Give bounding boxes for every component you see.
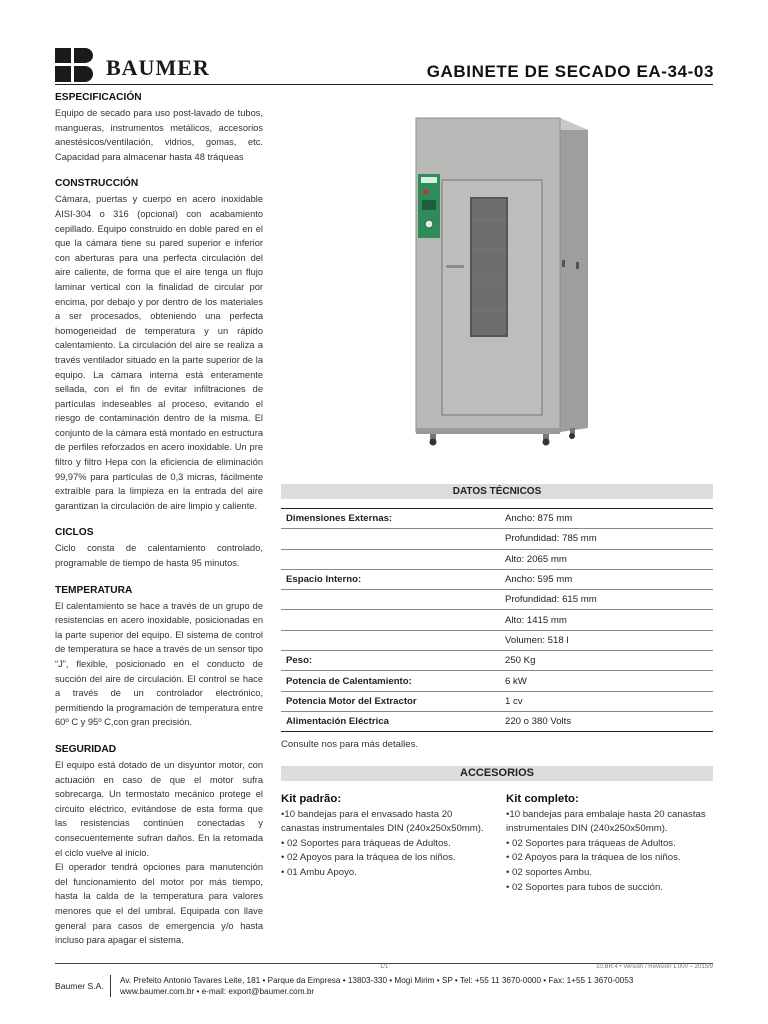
spec-value: Volumen: 518 l <box>500 630 713 650</box>
list-item: • 02 soportes Ambu. <box>506 866 593 878</box>
company-name: Baumer S.A. <box>55 981 104 991</box>
spec-label: Peso: <box>281 651 500 671</box>
spec-label <box>281 610 500 630</box>
document-title: GABINETE DE SECADO EA-34-03 <box>426 62 714 81</box>
spec-value: Alto: 2065 mm <box>500 549 713 569</box>
consult-note: Consulte nos para más detalles. <box>281 739 419 750</box>
table-row <box>281 691 713 711</box>
list-item: • 02 Apoyos para la tráquea de los niños. <box>281 852 456 864</box>
spec-label <box>281 630 500 650</box>
spec-value: Ancho: 875 mm <box>500 509 713 529</box>
section-text: El operador tendrá opciones para manutención del funcionamiento del motor por más tiempo, hasta la calda de la temperatura para valores menores que el del umbral. Equipada con llave general para casos de emergencia y/o hasta incluso para apagar el sistema. <box>55 862 263 946</box>
spec-label: Potencia Motor del Extractor <box>281 691 500 711</box>
list-item: • 02 Soportes para tráqueas de Adultos. <box>506 837 676 849</box>
drying-cabinet-image <box>410 110 595 450</box>
page-number: 1/1 <box>380 964 389 970</box>
spec-value: 1 cv <box>500 691 713 711</box>
section-temperatura <box>55 585 263 730</box>
section-especificacion <box>55 92 263 164</box>
spec-label: Alimentación Eléctrica <box>281 711 500 731</box>
left-column <box>55 92 263 962</box>
datos-tecnicos-heading: DATOS TÉCNICOS <box>281 484 713 499</box>
kit-list <box>281 808 491 881</box>
brand-name: BAUMER <box>106 55 210 80</box>
section-heading: SEGURIDAD <box>55 743 117 755</box>
table-row <box>281 651 713 671</box>
section-text: Cámara, puertas y cuerpo en acero inoxidable AISI-304 o 316 (opcional) con acabamiento cepillado. Equipo construido en doble pared en el que la cámara tiene su pared superior e inferior con aberturas para una perfecta circulación del aire caliente, de forma que el aire tenga un flujo laminar vertical con la finalidad de circular por encima, por debajo y por dentro de los materiales a ser procesados, obteniendo una perfecta homogeneidad de temperatura y un rápido calentamiento. La circulación del aire se realiza a través ventilador situado en la parte superior de la equipo. La cámara interna está enteramente sellada, con el fin de evitar infiltraciones de partículas indeseables al proceso, evitando el riesgo de contaminación dentro de la misma. El conjunto de la cámara está montado en estructura de perfiles reforzados en acero inoxidable. Un pre filtro y filtro Hepa con la eficiencia de eliminación 99,97% para partículas de 0,3 micras, fácilmente extraíble para la limpieza en la entrada del aire garantizan la circulación de aire limpio y caliente. <box>55 194 263 511</box>
spec-value: Profundidad: 615 mm <box>500 590 713 610</box>
table-row <box>281 590 713 610</box>
header-rule <box>55 84 713 85</box>
table-row <box>281 509 713 529</box>
table-row <box>281 549 713 569</box>
section-text: Ciclo consta de calentamiento controlado, programable de tiempo de hasta 95 minutos. <box>55 543 263 569</box>
list-item: • 02 Soportes para tubos de succión. <box>506 881 663 893</box>
spec-label: Dimensiones Externas: <box>281 509 500 529</box>
list-item: • 02 Soportes para tráqueas de Adultos. <box>281 837 451 849</box>
table-row <box>281 711 713 731</box>
accesorios-heading: ACCESORIOS <box>281 766 713 781</box>
table-row <box>281 610 713 630</box>
section-ciclos <box>55 527 263 570</box>
contact-line: www.baumer.com.br • e-mail: export@baumer.com.br <box>120 986 315 996</box>
list-item: •10 bandejas para embalaje hasta 20 canastas instrumentales DIN (240x250x50mm). <box>506 808 706 835</box>
section-heading: CONSTRUCCIÓN <box>55 178 139 190</box>
section-seguridad <box>55 744 263 948</box>
kit-padrao <box>281 792 491 881</box>
kit-list <box>506 808 716 896</box>
section-text: Equipo de secado para uso post-lavado de tubos, mangueras, instrumentos metálicos, accesorios anestésicos/ventilación, vidrios, gomas, etc. Capacidad para almacenar hasta 48 tráqueas <box>55 108 263 162</box>
section-heading: ESPECIFICACIÓN <box>55 92 142 103</box>
section-construccion <box>55 178 263 513</box>
section-heading: CICLOS <box>55 527 94 539</box>
kit-completo <box>506 792 716 895</box>
address-line: Av. Prefeito Antonio Tavares Leite, 181 • Parque da Empresa • 13803-330 • Mogi Mirim • SP • Tel: +55 11 3670-0000 • Fax: 1+55 1 3670-0053 <box>120 976 634 985</box>
section-text: El calentamiento se hace a través de un grupo de resistencias en acero inoxidable, posicionadas en la parte superior del equipo. El sistema de control de temperatura se hace a través de un sensor tipo “J”, flexible, posicionado en el conducto de succión del aire de circulación. El control se hace a través de un controlador electrónico, permitiendo la programación de temperatura entre 60º C y 95º C,con gran precisión. <box>55 600 263 728</box>
kit-title: Kit completo: <box>506 793 579 805</box>
baumer-logo-icon <box>55 48 93 82</box>
spec-value: 6 kW <box>500 671 713 691</box>
spec-value: 220 o 380 Volts <box>500 711 713 731</box>
list-item: •10 bandejas para el envasado hasta 20 canastas instrumentales DIN (240x250x50mm). <box>281 808 484 835</box>
list-item: • 02 Apoyos para la tráquea de los niños. <box>506 852 681 864</box>
revision-code: 10.BR.4 • Versión / Revisión 1.000 – 2015/9 <box>596 964 713 970</box>
spec-value: Profundidad: 785 mm <box>500 529 713 549</box>
spec-value: Ancho: 595 mm <box>500 569 713 589</box>
spec-value: Alto: 1415 mm <box>500 610 713 630</box>
footer-divider <box>110 975 111 997</box>
kit-title: Kit padrão: <box>281 793 342 805</box>
table-row <box>281 529 713 549</box>
table-row <box>281 671 713 691</box>
specs-table <box>281 508 713 732</box>
company-address <box>120 976 633 997</box>
section-text: El equipo está dotado de un disyuntor motor, con actuación en caso de que el motor sufra sobrecarga. Un termostato mecánico protege el circuito eléctrico, evitándose de esta forma que las resistencias continúen conectadas y consecuentemente sufran daños. En la retomada el ciclo vuelve al inicio. <box>55 759 263 858</box>
table-row <box>281 569 713 589</box>
spec-label <box>281 529 500 549</box>
spec-value: 250 Kg <box>500 651 713 671</box>
spec-label <box>281 549 500 569</box>
spec-label <box>281 590 500 610</box>
table-row <box>281 630 713 650</box>
section-heading: TEMPERATURA <box>55 584 133 596</box>
spec-label: Espacio Interno: <box>281 569 500 589</box>
spec-label: Potencia de Calentamiento: <box>281 671 500 691</box>
list-item: • 01 Ambu Apoyo. <box>281 866 357 878</box>
